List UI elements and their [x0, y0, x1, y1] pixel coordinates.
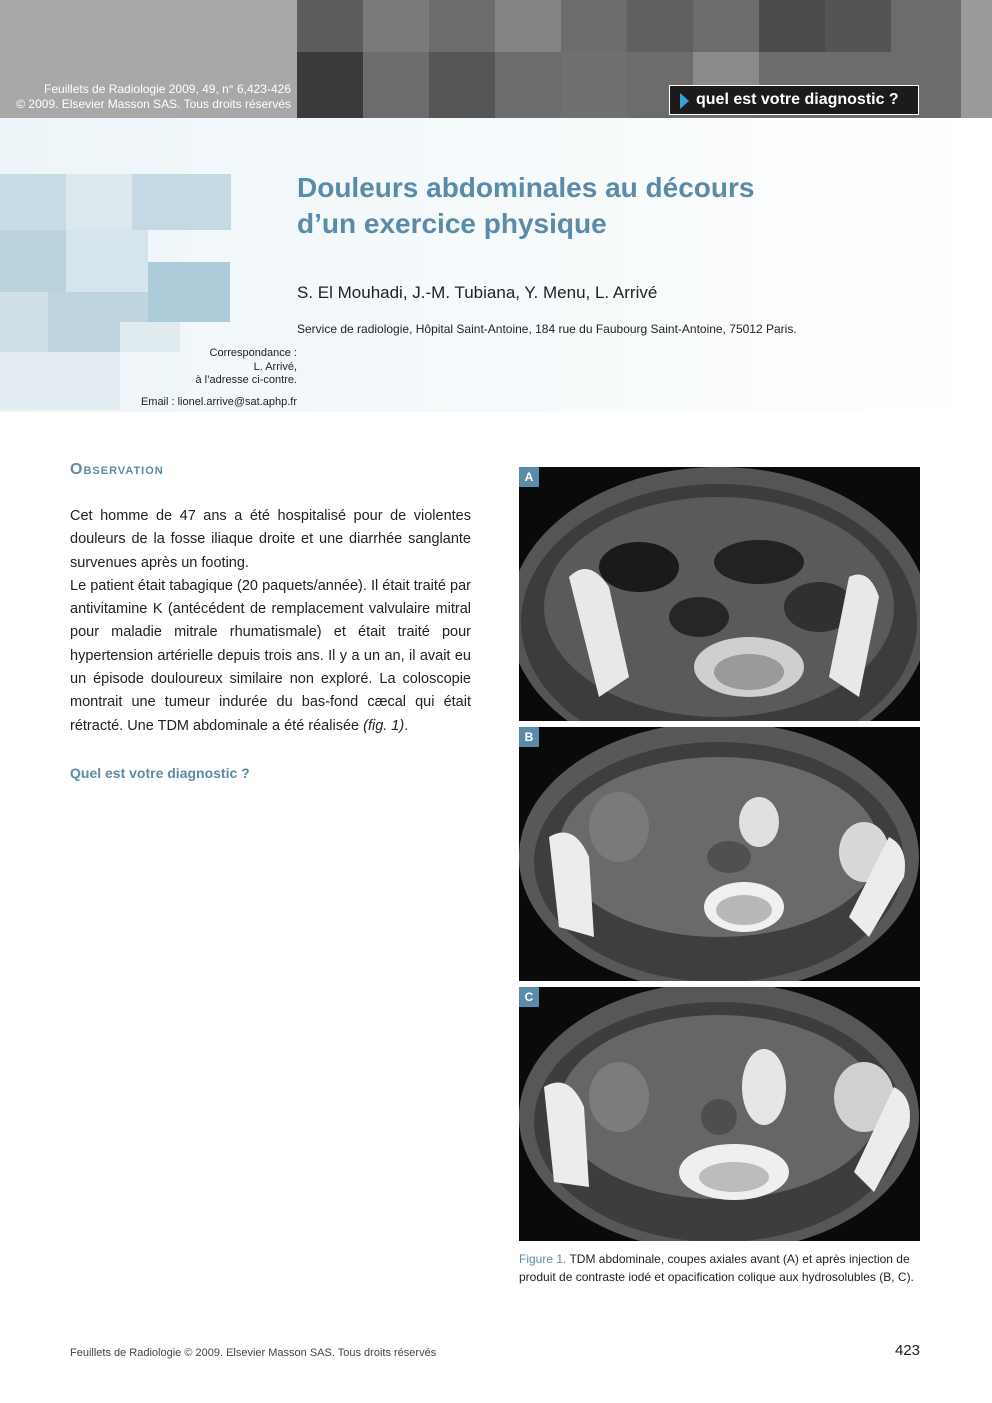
- header-mosaic-tile: [0, 230, 66, 292]
- figure-caption-text: TDM abdominale, coupes axiales avant (A) et après injection de produit de contraste iodé et opacification colique aux hydrosolubles (B, C).: [519, 1252, 914, 1284]
- ct-scan-image: [519, 987, 920, 1241]
- correspondence-address: à l’adresse ci-contre.: [195, 374, 297, 386]
- correspondence-email: Email : lionel.arrive@sat.aphp.fr: [140, 395, 297, 408]
- observation-paragraph-2-text: Le patient était tabagique (20 paquets/année). Il était traité par antivitamine K (antécédent de remplacement valvulaire mitral pour maladie mitrale rhumatismale) et était traité pour hypertension artérielle depuis trois ans. Il y a un an, il avait eu un épisode douloureux similaire non exploré. La coloscopie montrait une tumeur indurée du bas-fond cæcal qui était rétracté. Une TDM abdominale a été réalisée: [70, 577, 471, 734]
- article-title-line1: Douleurs abdominales au décours: [297, 172, 755, 203]
- ct-image-panel-c: [519, 987, 920, 1241]
- diagnostic-badge: [669, 85, 919, 115]
- header-mosaic-tile: [759, 0, 825, 52]
- article-title: [297, 170, 897, 242]
- journal-reference-line1: Feuillets de Radiologie 2009, 49, n° 6,423-426: [44, 82, 291, 96]
- journal-reference: [10, 82, 291, 112]
- correspondence-label: Correspondance :: [209, 347, 297, 359]
- article-authors: S. El Mouhadi, J.-M. Tubiana, Y. Menu, L. Arrivé: [297, 283, 658, 302]
- figure-reference-link[interactable]: (fig. 1): [363, 717, 405, 734]
- ct-image-panel-b: [519, 727, 920, 981]
- panel-label-c: C: [519, 987, 539, 1007]
- header-mosaic-tile: [148, 262, 230, 322]
- article-affiliation: Service de radiologie, Hôpital Saint-Antoine, 184 rue du Faubourg Saint-Antoine, 75012 Paris.: [297, 322, 797, 336]
- header-mosaic-tile: [561, 52, 627, 118]
- figure-caption: [519, 1250, 920, 1286]
- header-mosaic-tile: [297, 0, 363, 52]
- correspondence-block: [100, 347, 297, 409]
- play-arrow-icon: [680, 93, 689, 109]
- header-mosaic-tile: [495, 0, 561, 52]
- observation-paragraph-2: [70, 575, 471, 738]
- diagnostic-badge-label: quel est votre diagnostic ?: [696, 91, 899, 108]
- observation-text: [70, 505, 471, 738]
- figure-caption-label: Figure 1.: [519, 1252, 567, 1266]
- journal-reference-line2: © 2009. Elsevier Masson SAS. Tous droits réservés: [16, 97, 291, 111]
- ct-scan-image: [519, 467, 920, 721]
- ct-scan-image: [519, 727, 920, 981]
- panel-label-a: A: [519, 467, 539, 487]
- header-mosaic-tile: [297, 52, 363, 118]
- correspondence-name: L. Arrivé,: [253, 360, 297, 373]
- header-mosaic-tile: [825, 0, 891, 52]
- header-mosaic-tile: [66, 174, 132, 230]
- header-mosaic-tile: [0, 292, 48, 352]
- observation-paragraph-1: Cet homme de 47 ans a été hospitalisé pour de violentes douleurs de la fosse iliaque droite et une diarrhée sanglante survenues après un footing.: [70, 508, 471, 571]
- page-number: 423: [894, 1342, 920, 1359]
- article-title-line2: d’un exercice physique: [297, 208, 607, 239]
- header-mosaic-tile: [132, 174, 231, 230]
- panel-label-b: B: [519, 727, 539, 747]
- ct-image-panel-a: [519, 467, 920, 721]
- header-mosaic-tile: [627, 0, 693, 52]
- diagnostic-question: Quel est votre diagnostic ?: [70, 765, 250, 781]
- header-mosaic-tile: [0, 174, 66, 230]
- footer-copyright: Feuillets de Radiologie © 2009. Elsevier Masson SAS. Tous droits réservés: [70, 1347, 437, 1359]
- header-mosaic-tile: [961, 0, 992, 118]
- section-heading-observation: Observation: [70, 461, 164, 478]
- header-mosaic-tile: [693, 52, 759, 85]
- header-mosaic-tile: [363, 0, 429, 52]
- observation-paragraph-2-end: .: [404, 717, 409, 734]
- header-mosaic-tile: [66, 230, 148, 292]
- header-mosaic-tile: [429, 52, 495, 118]
